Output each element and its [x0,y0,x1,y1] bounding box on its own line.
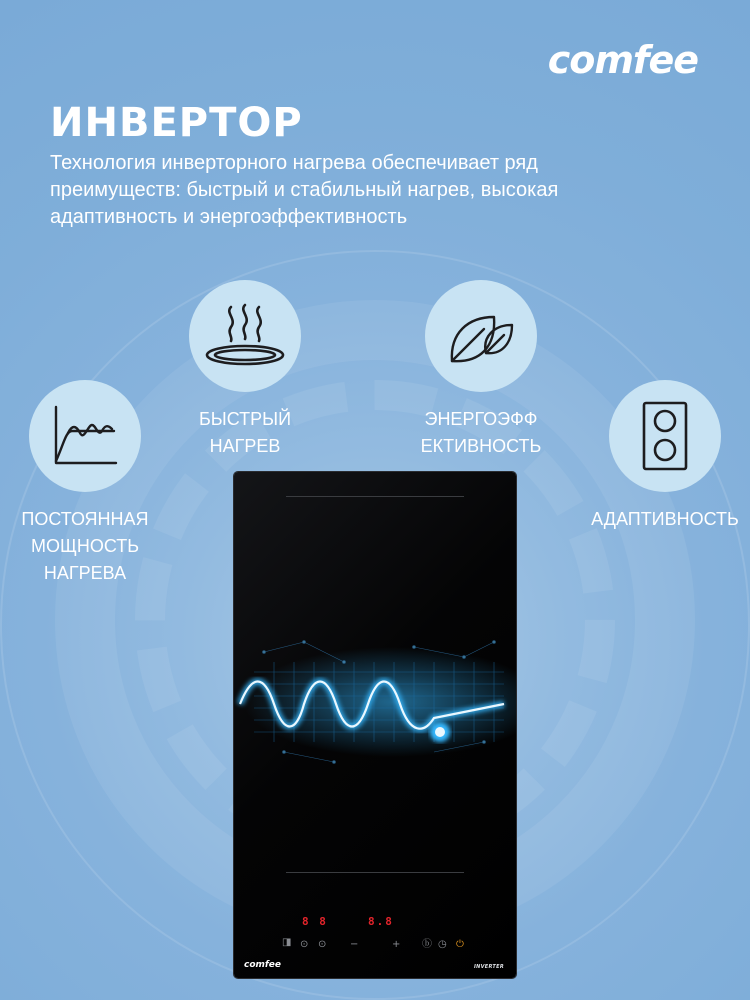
inverter-badge: INVERTER [473,964,504,970]
inverter-wave-graphic [234,622,516,772]
feature-circle [609,380,721,492]
right-zone-display: 8.8 [368,915,394,928]
feature-label-line: НАГРЕВ [209,436,281,456]
feature-label-line: ПОСТОЯННАЯ [21,509,149,529]
page-subtitle: Технология инверторного нагрева обеспечивает ряд преимуществ: быстрый и стабильный нагрев, высокая адаптивность и энергоэффективность [50,152,559,228]
cooktop-product-image [234,472,516,978]
feature-label-line: НАГРЕВА [43,563,127,583]
feature-label-line: ЕКТИВНОСТЬ [420,436,542,456]
feature-circle [189,280,301,392]
page-title: ИНВЕРТОР [50,100,303,146]
feature-label-line: МОЩНОСТЬ [30,536,140,556]
feature-label [580,506,750,533]
cooktop-brand-logo: comfee [244,960,282,970]
feature-label-line: ЭНЕРГОЭФФ [424,409,538,429]
pause-icon[interactable]: ◨ [282,937,292,948]
feature-label [0,506,170,587]
steaming-pan-icon [203,303,287,369]
feature-label-line: АДАПТИВНОСТЬ [591,509,739,529]
plus-button[interactable]: + [392,939,401,950]
feature-energy-efficiency [406,280,556,460]
two-burner-icon [640,400,690,472]
feature-constant-power [0,380,170,587]
timer-icon[interactable]: ◷ [438,939,447,950]
right-zone-select-icon[interactable]: ⊙ [318,939,327,950]
left-zone-select-icon[interactable]: ⊙ [300,939,309,950]
boost-icon[interactable]: ⓑ [422,939,432,950]
minus-button[interactable]: − [350,939,359,950]
left-zone-display: 8 8 [302,915,328,928]
leaves-icon [446,303,516,369]
power-graph-icon [50,403,120,469]
feature-circle [29,380,141,492]
feature-label-line: БЫСТРЫЙ [198,409,292,429]
cooktop-bottom-zone-mark [286,872,464,873]
brand-logo-text: comfee [547,38,698,82]
brand-logo [548,38,698,82]
cooktop-top-zone-mark [286,496,464,497]
feature-label [180,406,310,460]
feature-circle [425,280,537,392]
feature-label [406,406,556,460]
power-icon[interactable]: ⏻ [456,939,464,950]
feature-fast-heating [180,280,310,460]
feature-adaptivity [580,380,750,533]
